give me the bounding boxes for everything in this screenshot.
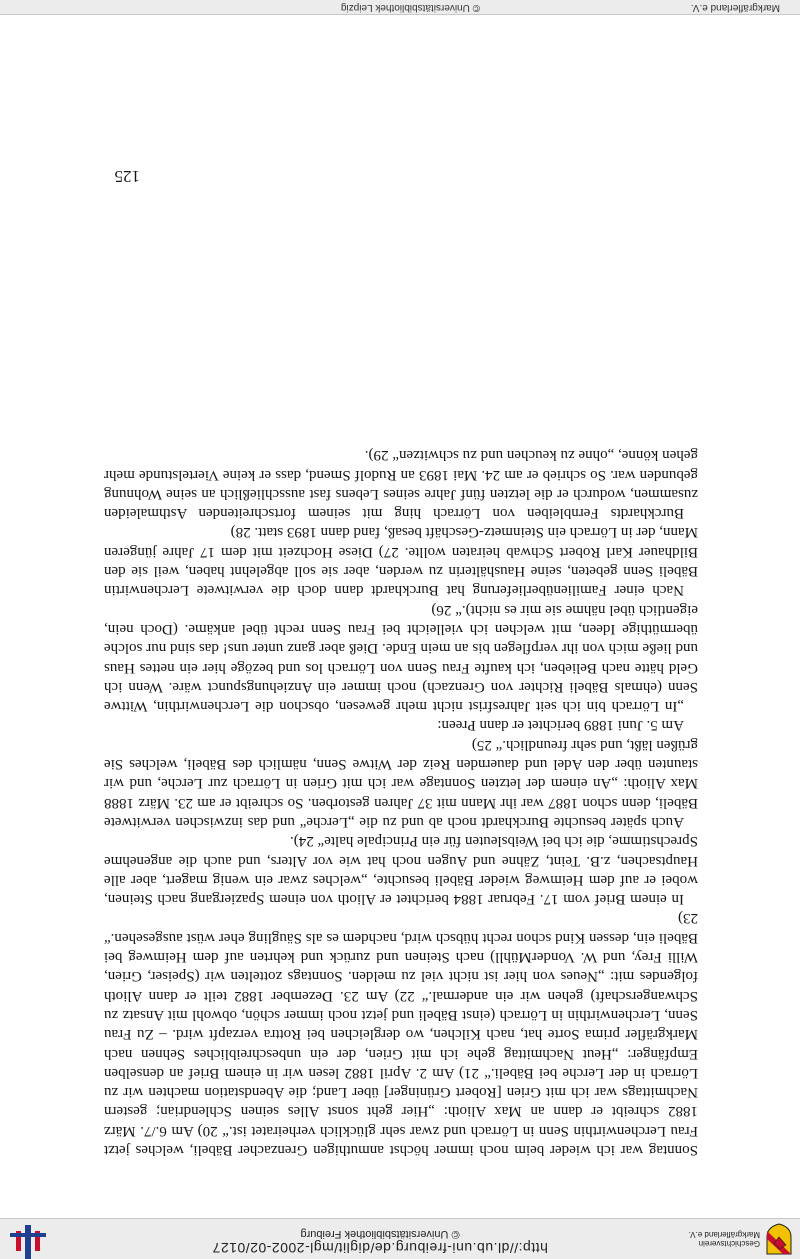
source-url[interactable]: http://dl.ub.uni-freiburg.de/diglit/mgl-2002-02/0127 (212, 1240, 548, 1256)
paragraph: Auch später besuchte Burckhardt noch ab und zu die „Lerche“ und das inzwischen verwitwete Bäbeli, denn schon 1887 war ihr Mann mit 37 Jahren gestorben. So schreibt er am 23. März 1888 Max Alioth: „An einem der letzten Sonntage war ich mit Grien in Lörrach zur Lerche, und wir staunten über den Adel und dauernden Reiz der Witwe Senn, nämlich des Bäbeli, welches Sie grüßen läßt, und sehr freundlich.“ 25) (104, 736, 698, 830)
source-info (170, 1227, 590, 1256)
page-number: 125 (114, 167, 140, 186)
paragraph: Am 5. Juni 1889 berichtet er dann Preen: (437, 717, 684, 734)
university-library-logo-icon (8, 1219, 48, 1259)
paragraph: In einem Brief vom 17. Februar 1884 berichtet er Alioth von einem Spaziergang nach Steinen, wobei er auf dem Heimweg wieder Bäbeli besuchte, „welches zwar ein wenig magert, aber alle Hauptsachen, z.B. Teint, Zähne und Augen noch hat wie vor Alters, und auch die angenehme Sprechstimme, die ich bei Weibsleuten für ein Principale halte“ 24). (104, 833, 698, 908)
footer-society: Markgräflerland e.V. (690, 2, 780, 13)
crest-icon (766, 1223, 792, 1255)
article-body (104, 445, 698, 1159)
quote-paragraph: „In Lörrach bin ich seit Jahresfrist nicht mehr gewesen, obschon die Lerchenwirthin, Wittwe Senn (ehmals Bäbeli Richter von Grenzach) noch immer ein Anziehungspunct wäre. Wenn ich Geld hätte nach Belieben, ich kaufte Frau Senn von Lörrach los und bezöge hier ein nettes Haus und ließe mich von ihr verpflegen bis an mein Ende. Dieß aber ganz unter uns! das sind nur solche übermüthige Ideen, mit welchen ich vielleicht bei Frau Senn recht übel ankäme. (Doch nein, eigentlich übel nähme sie mir es nicht).“ 26) (104, 601, 698, 715)
society-name (689, 1230, 760, 1248)
paragraph: Burckhardts Fernbleiben von Lörrach hing mit seinem fortschreitenden Asthmaleiden zusammen, wodurch er die letzten fünf Jahre seines Lebens fast ausschließlich an seine Wohnung gebunden war. So schrieb er am 24. Mai 1893 an Rudolf Smend, dass er keine Viertelstunde mehr gehen könne, „ohne zu keuchen und zu schwitzen“ 29). (104, 447, 698, 522)
footer-copyright: © Universitätsbibliothek Leipzig (340, 2, 480, 13)
society-line1: Geschichtsverein (698, 1239, 760, 1248)
digitization-header (0, 1218, 800, 1259)
paragraph: Nach einer Familienüberlieferung hat Burckhardt dann doch die verwitwete Lerchenwirtin Bäbeli Senn gebeten, seine Haushälterin zu werden, aber sie soll abgelehnt haben, weil sie den Bildhauer Karl Robert Schwab heiraten wollte. 27) Diese Hochzeit mit dem 17 Jahre jüngeren Mann, der in Lörrach ein Steinmetz-Geschäft besaß, fand dann 1893 statt. 28) (104, 524, 698, 599)
copyright-notice: © Universitätsbibliothek Freiburg (300, 1228, 460, 1240)
society-line2: Markgräflerland e.V. (688, 1230, 760, 1239)
digitization-footer-partial (0, 0, 800, 15)
paragraph: Sonntag war ich wieder beim noch immer höchst anmuthigen Grenzacher Bäbeli, welches jetzt Frau Lerchenwirthin Senn in Lörrach und zwar sehr glücklich verheiratet ist.“ 20) Am 6./7. März 1882 schreibt er dann an Max Alioth: „Hier geht sonst Alles seinen Schlendrian; gestern Nachmittags war ich mit Grien [Robert Grüninger] über Land; die Abendstation machten wir zu Lörrach in der Lerche bei Bäbeli.“ 21) Am 2. April 1882 lesen wir in einem Brief an denselben Empfänger: „Heut Nachmittag gehe ich mit Grien, der ein unbeschreibliches Sehnen nach Markgräfler prima Sorte hat, nach Kilchen, wo dergleichen bei Rottra verzapft wird. – Zu Frau Senn, Lerchenwirthin in Lörrach (einst Bäbeli und jetzt noch immer schön, obwohl mit Ansatz zu Schwangerschaft) gehen wir ein andermal.“ 22) Am 23. Dezember 1882 teilt er dann Alioth folgendes mit: „Neues von hier ist nicht viel zu melden. Sonntags zottelten wir (Speiser, Grien, Willi Frey, und W. VonderMühll) nach Steinen und zurück und kehrten auf dem Heimweg bei Bäbeli ein, dessen Kind schon recht hübsch wird, nachdem es als Säugling eher wüst ausgesehen.“ 23) (104, 910, 698, 1158)
society-logo (689, 1223, 792, 1255)
